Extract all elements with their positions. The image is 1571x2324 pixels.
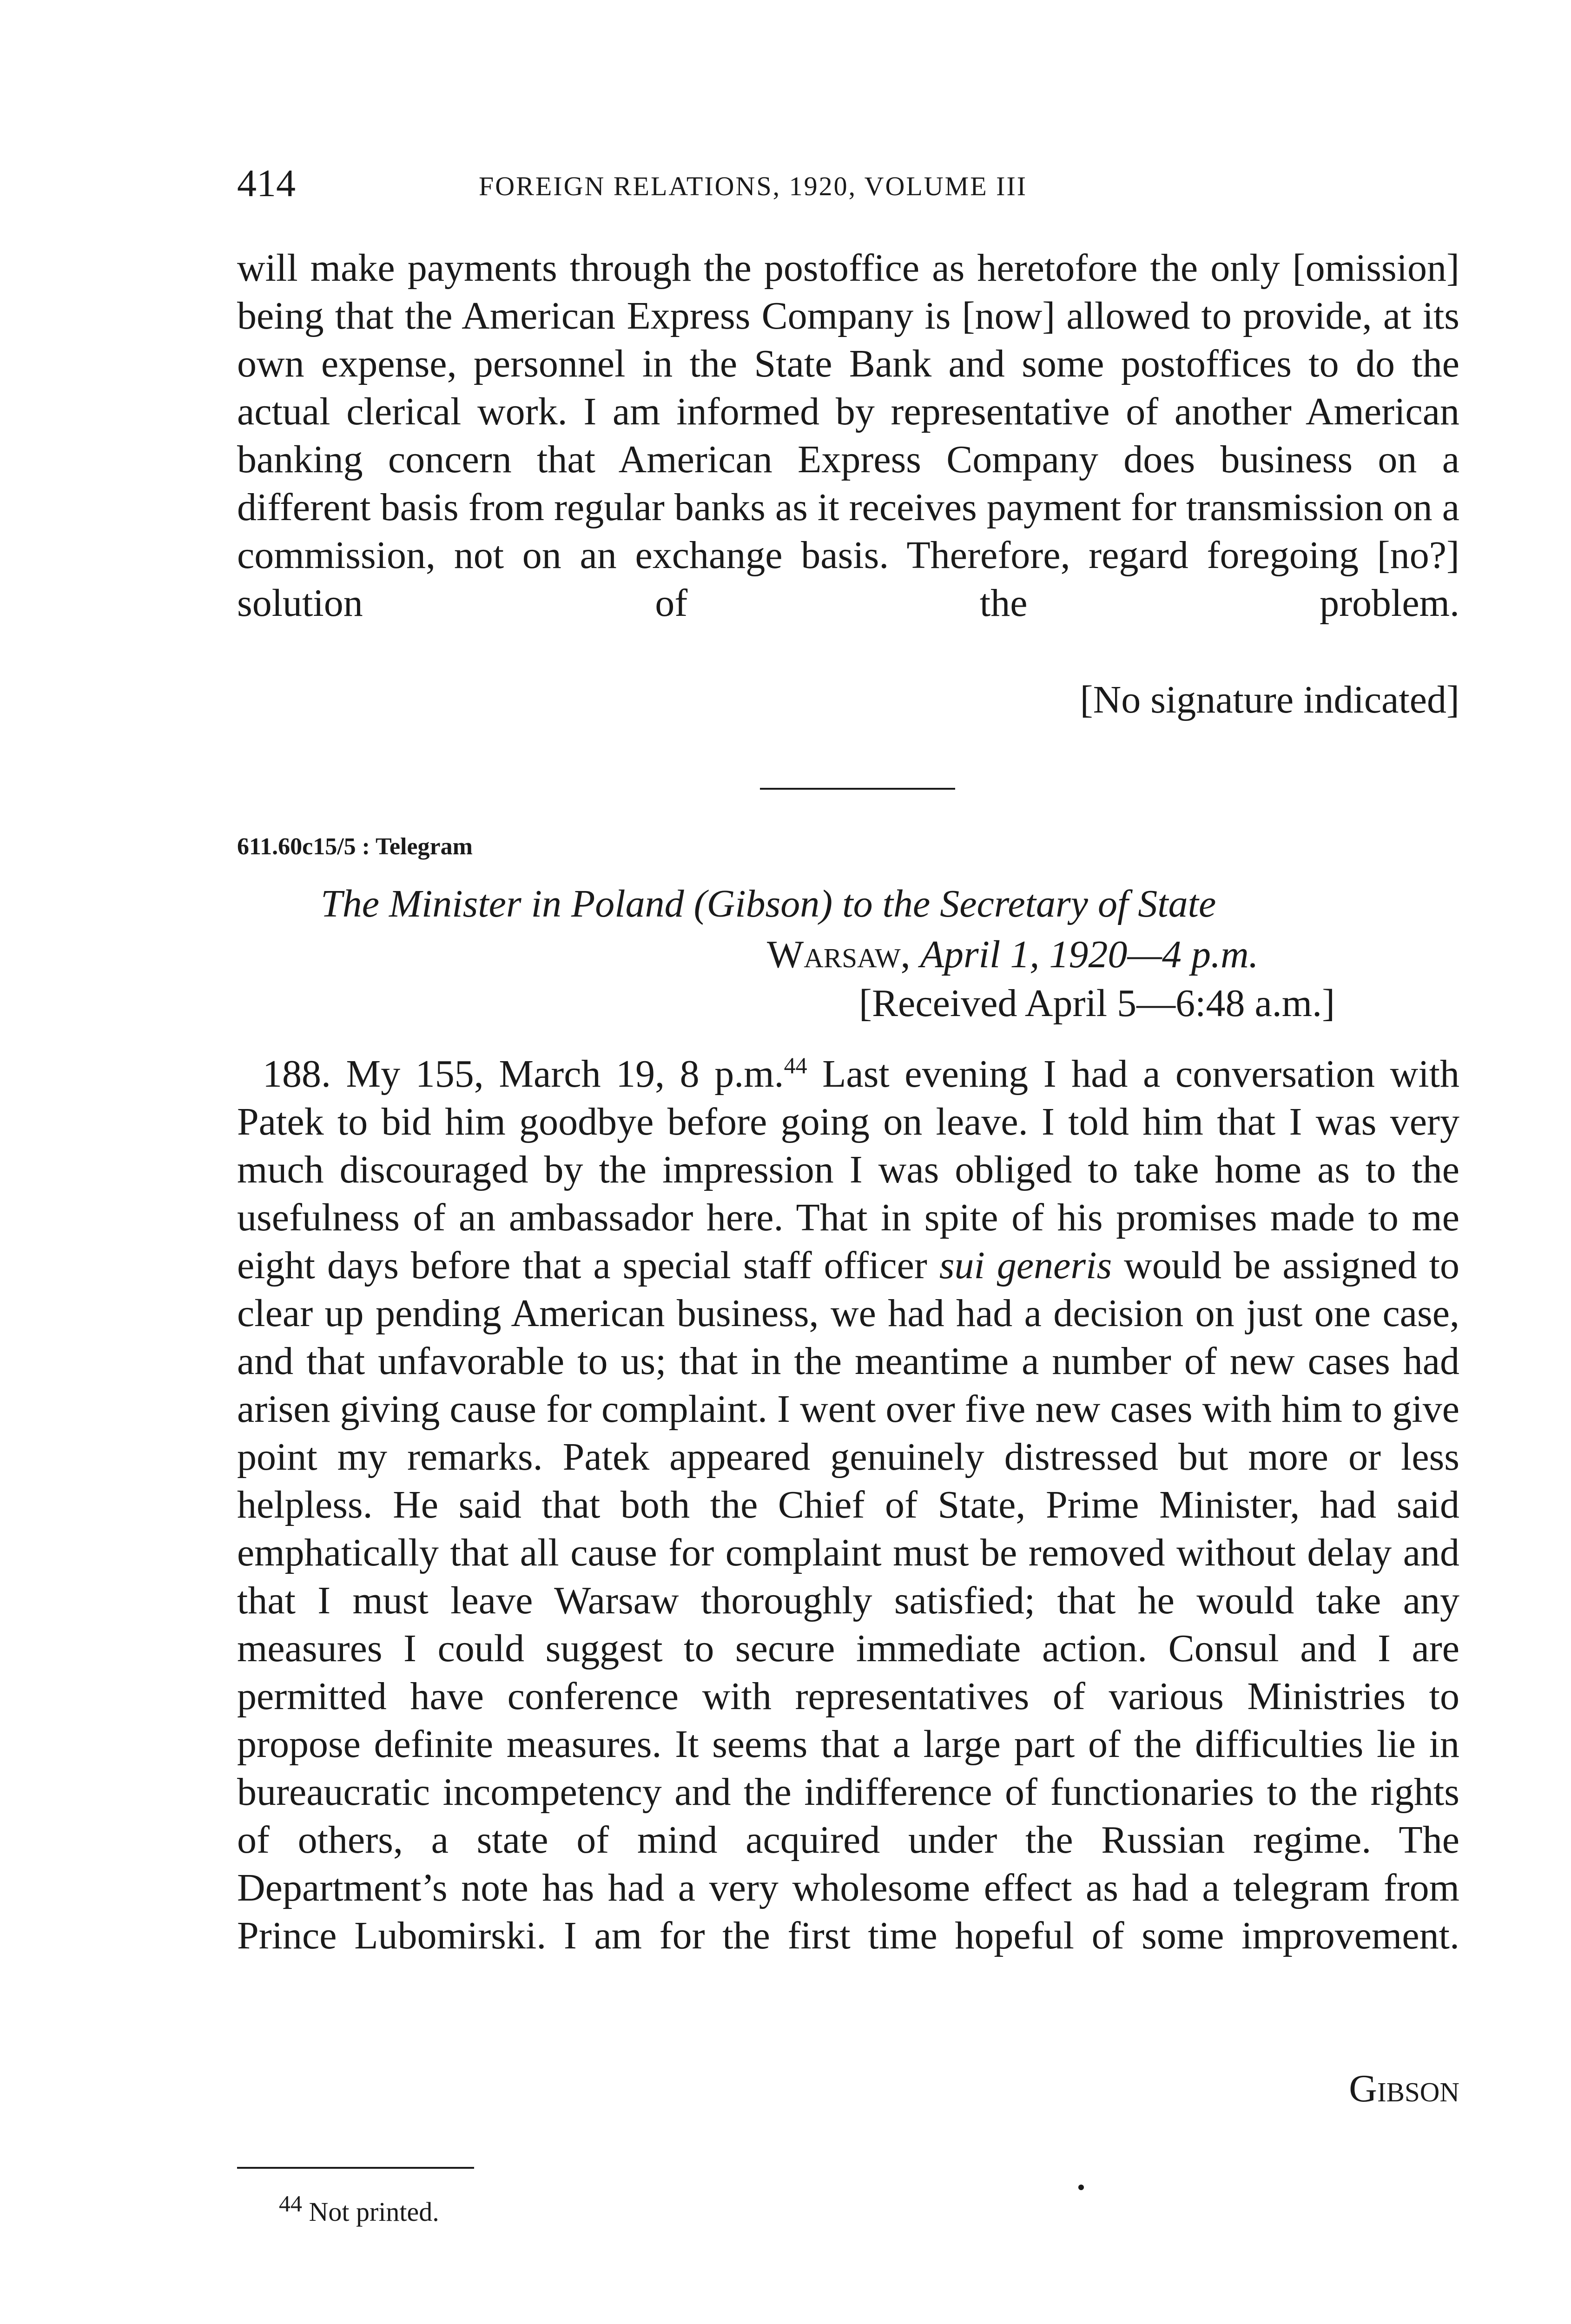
previous-document-signature: [No signature indicated] — [1080, 678, 1459, 721]
page-number: 414 — [237, 162, 296, 205]
previous-document-body: will make payments through the postoffice as heretofore the only [omission] being that the American Express Company is [now] allowed to provide, at its own expense, personnel in the State Bank and some postoffices to do the actual clerical work. I am informed by representative of another American banking concern that American Express Company does business on a different basis from regular banks as it receives payment for transmission on a commission, not on an exchange basis. Therefore, regard foregoing [no?] solution of the problem. — [237, 246, 1459, 625]
telegram-body — [237, 1050, 1459, 2091]
ink-speck — [1078, 2185, 1084, 2190]
footnote-rule — [237, 2167, 474, 2169]
footnote-reference: 44 — [784, 1052, 807, 1078]
dateline — [767, 931, 1259, 978]
telegram-body-opening: 188. My 155, March 19, 8 p.m. — [263, 1052, 784, 1096]
running-head: FOREIGN RELATIONS, 1920, VOLUME III — [479, 171, 1028, 201]
telegram-body-continued: would be assigned to clear up pending American business, we had had a decision on just one case, and that unfavorable to us; that in the meantime a number of new cases had arisen giving cause for complaint. I went over five new cases with him to give point my remarks. Patek appeared genuinely distressed but more or less helpless. He said that both the Chief of State, Prime Minister, had said emphatically that all cause for complaint must be removed without delay and that I must leave Warsaw thoroughly satisfied; that he would take any measures I could suggest to secure immediate action. Consul and I are permitted have conference with representatives of various Ministries to propose definite measures. It seems that a large part of the difficulties lie in bureaucratic incompetency and the indifference of functionaries to the rights of others, a state of mind acquired under the Russian regime. The Department’s note has had a very wholesome effect as had a telegram from Prince Lubomirski. I am for the first time hopeful of some improvement. — [237, 1244, 1460, 1957]
telegram-body-text: Last evening I had a conversation with Patek to bid him goodbye before going on leave. I told him that I was very much discouraged by the impression I was obliged to take home as to the usefulness of an ambassador here. That in spite of his promises made to me eight days before that a special staff officer — [237, 1052, 1459, 1287]
footnote-text: Not printed. — [302, 2197, 439, 2227]
telegram-signature: Gibson — [1349, 2067, 1459, 2110]
received-line: [Received April 5—6:48 a.m.] — [859, 982, 1335, 1025]
page-header — [237, 158, 1459, 209]
dateline-date: April 1, 1920—4 p.m. — [920, 933, 1259, 976]
file-reference: 611.60c15/5 : Telegram — [237, 833, 473, 860]
section-divider — [760, 788, 955, 790]
footnote — [279, 2190, 439, 2231]
document-title: The Minister in Poland (Gibson) to the Secretary of State — [321, 882, 1216, 925]
footnote-marker: 44 — [279, 2190, 302, 2217]
dateline-place: Warsaw, — [767, 933, 911, 976]
latin-phrase: sui generis — [939, 1244, 1112, 1287]
